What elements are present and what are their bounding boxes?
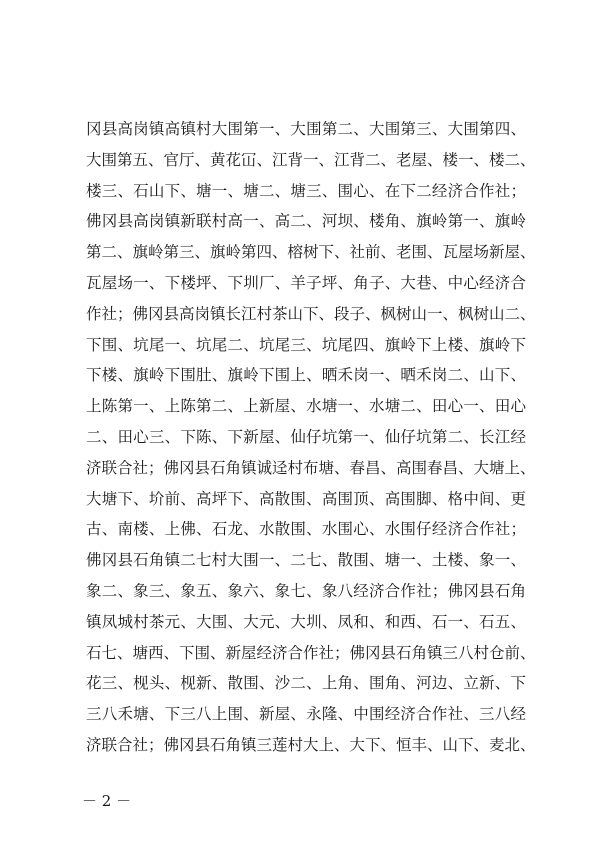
text-line-14: 古、南楼、上佛、石龙、水散围、水围心、水围仔经济合作社；: [86, 520, 526, 539]
text-line-2: 大围第五、官厅、黄花冚、江背一、江背二、老屋、楼一、楼二、: [86, 150, 536, 169]
text-line-7: 作社；佛冈县高岗镇长江村茶山下、段子、枫树山一、枫树山二、: [86, 304, 536, 323]
text-line-9: 下楼、旗岭下围肚、旗岭下围上、晒禾岗一、晒禾岗二、山下、: [86, 366, 526, 385]
text-line-17: 镇凤城村茶元、大围、大元、大圳、凤和、和西、石一、石五、: [86, 612, 526, 631]
text-line-3: 楼三、石山下、塘一、塘二、塘三、围心、在下二经济合作社；: [86, 181, 526, 200]
text-line-16: 象二、象三、象五、象六、象七、象八经济合作社；佛冈县石角: [86, 581, 526, 600]
text-line-1: 冈县高岗镇高镇村大围第一、大围第二、大围第三、大围第四、: [86, 120, 526, 138]
text-line-10: 上陈第一、上陈第二、上新屋、水塘一、水塘二、田心一、田心: [86, 397, 526, 416]
body-text: [86, 114, 536, 761]
page-number: － 2 －: [82, 792, 132, 810]
text-line-12: 济联合社；佛冈县石角镇诚迳村布塘、春昌、高围春昌、大塘上、: [86, 458, 536, 477]
text-line-4: 佛冈县高岗镇新联村高一、高二、河坝、楼角、旗岭第一、旗岭: [86, 212, 526, 231]
text-line-11: 二、田心三、下陈、下新屋、仙仔坑第一、仙仔坑第二、长江经: [86, 427, 526, 446]
text-line-20: 三八禾塘、下三八上围、新屋、永隆、中围经济合作社、三八经: [86, 705, 526, 724]
text-line-8: 下围、坑尾一、坑尾二、坑尾三、坑尾四、旗岭下上楼、旗岭下: [86, 335, 526, 354]
text-line-5: 第二、旗岭第三、旗岭第四、榕树下、社前、老围、瓦屋场新屋、: [86, 243, 536, 262]
text-line-18: 石七、塘西、下围、新屋经济合作社；佛冈县石角镇三八村仓前、: [86, 643, 536, 662]
text-line-19: 花三、枧头、枧新、散围、沙二、上角、围角、河边、立新、下: [86, 674, 526, 693]
text-line-13: 大塘下、圿前、高坪下、高散围、高围顶、高围脚、格中间、更: [86, 489, 526, 508]
text-line-21: 济联合社；佛冈县石角镇三莲村大上、大下、恒丰、山下、麦北、: [86, 735, 536, 754]
text-line-6: 瓦屋场一、下楼坪、下圳厂、羊子坪、角子、大巷、中心经济合: [86, 273, 526, 292]
text-line-15: 佛冈县石角镇二七村大围一、二七、散围、塘一、土楼、象一、: [86, 551, 526, 570]
